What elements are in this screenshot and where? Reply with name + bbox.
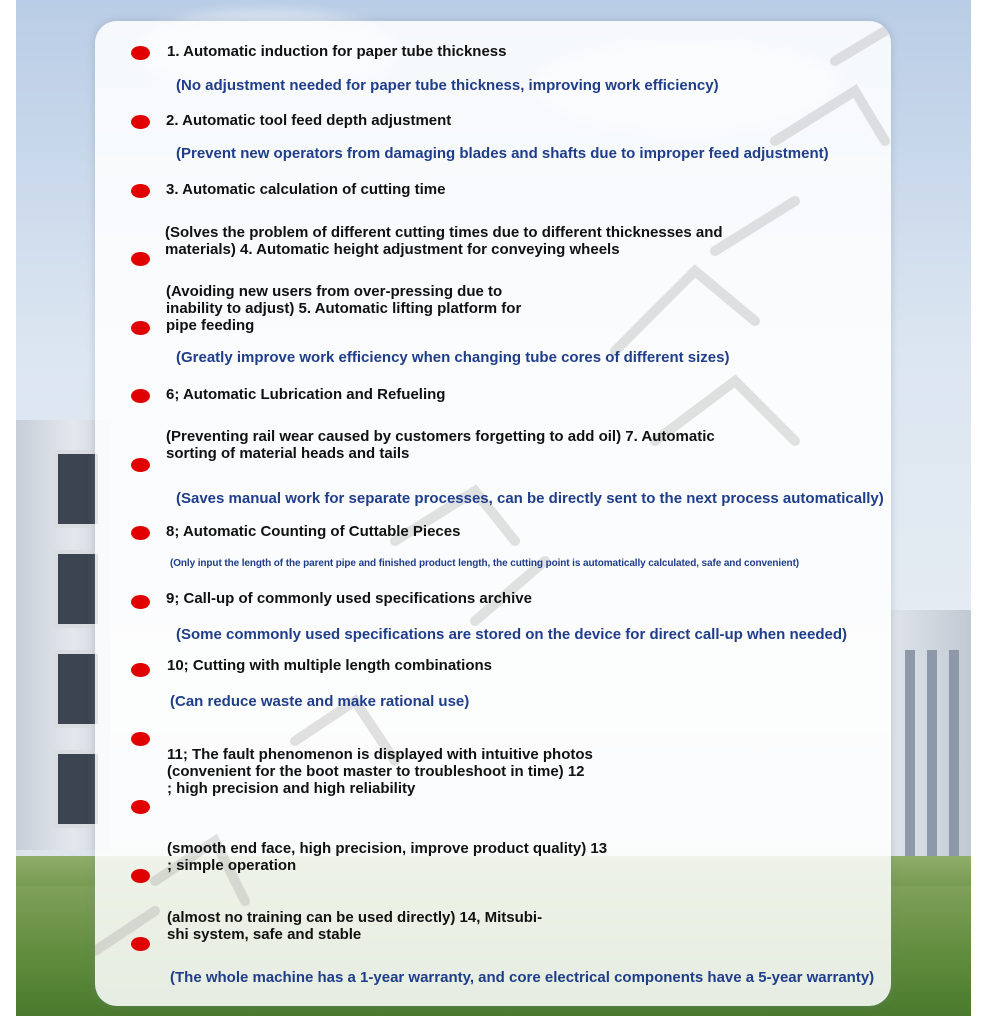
feature-12-note: (smooth end face, high precision, improve product quality) 13: [167, 840, 608, 857]
feature-9-note: (Some commonly used specifications are stored on the device for direct call-up when needed): [176, 626, 847, 643]
bullet-dot: [131, 663, 150, 677]
bullet-dot: [131, 321, 150, 335]
bullet-dot: [131, 732, 150, 746]
bullet-dot: [131, 46, 150, 60]
feature-6-note: (Preventing rail wear caused by customers forgetting to add oil) 7. Automatic: [166, 428, 715, 445]
feature-1-title: 1. Automatic induction for paper tube thickness: [167, 43, 507, 60]
feature-13-title: ; simple operation: [167, 857, 297, 874]
building-right: [891, 610, 971, 870]
feature-11-note: (convenient for the boot master to troubleshoot in time) 12: [167, 763, 585, 780]
feature-2-note: (Prevent new operators from damaging blades and shafts due to improper feed adjustment): [176, 145, 829, 162]
feature-5-note: (Greatly improve work efficiency when changing tube cores of different sizes): [176, 349, 730, 366]
feature-3-title: 3. Automatic calculation of cutting time: [166, 181, 446, 198]
bullet-dot: [131, 184, 150, 198]
feature-5-title: inability to adjust) 5. Automatic lifting platform for: [166, 300, 522, 317]
feature-2-title: 2. Automatic tool feed depth adjustment: [166, 112, 452, 129]
feature-10-title: 10; Cutting with multiple length combinations: [167, 657, 492, 674]
feature-12-title: ; high precision and high reliability: [167, 780, 416, 797]
bullet-dot: [131, 458, 150, 472]
feature-7-note: (Saves manual work for separate processes, can be directly sent to the next process automatically): [176, 490, 884, 507]
bullet-dot: [131, 389, 150, 403]
bullet-dot: [131, 595, 150, 609]
feature-10-note: (Can reduce waste and make rational use): [170, 693, 470, 710]
feature-4-title: materials) 4. Automatic height adjustment for conveying wheels: [165, 241, 620, 258]
bullet-dot: [131, 115, 150, 129]
feature-7-title: sorting of material heads and tails: [166, 445, 410, 462]
feature-8-note: (Only input the length of the parent pipe and finished product length, the cutting point is automatically calculated, safe and convenient): [170, 558, 800, 569]
feature-4-note: (Avoiding new users from over-pressing due to: [166, 283, 503, 300]
feature-11-title: 11; The fault phenomenon is displayed with intuitive photos: [167, 746, 593, 763]
bullet-dot: [131, 937, 150, 951]
feature-14-title: shi system, safe and stable: [167, 926, 362, 943]
feature-14-note: (The whole machine has a 1-year warranty, and core electrical components have a 5-year warranty): [170, 969, 875, 986]
bullet-dot: [131, 869, 150, 883]
feature-6-title: 6; Automatic Lubrication and Refueling: [166, 386, 446, 403]
bullet-dot: [131, 526, 150, 540]
bullet-dot: [131, 800, 150, 814]
feature-9-title: 9; Call-up of commonly used specifications archive: [166, 590, 532, 607]
bullet-dot: [131, 252, 150, 266]
feature-1-note: (No adjustment needed for paper tube thickness, improving work efficiency): [176, 77, 719, 94]
feature-5-title-cont: pipe feeding: [166, 317, 255, 334]
feature-8-title: 8; Automatic Counting of Cuttable Pieces: [166, 523, 461, 540]
feature-3-note: (Solves the problem of different cutting times due to different thicknesses and: [165, 224, 723, 241]
feature-13-note: (almost no training can be used directly) 14, Mitsubi-: [167, 909, 543, 926]
